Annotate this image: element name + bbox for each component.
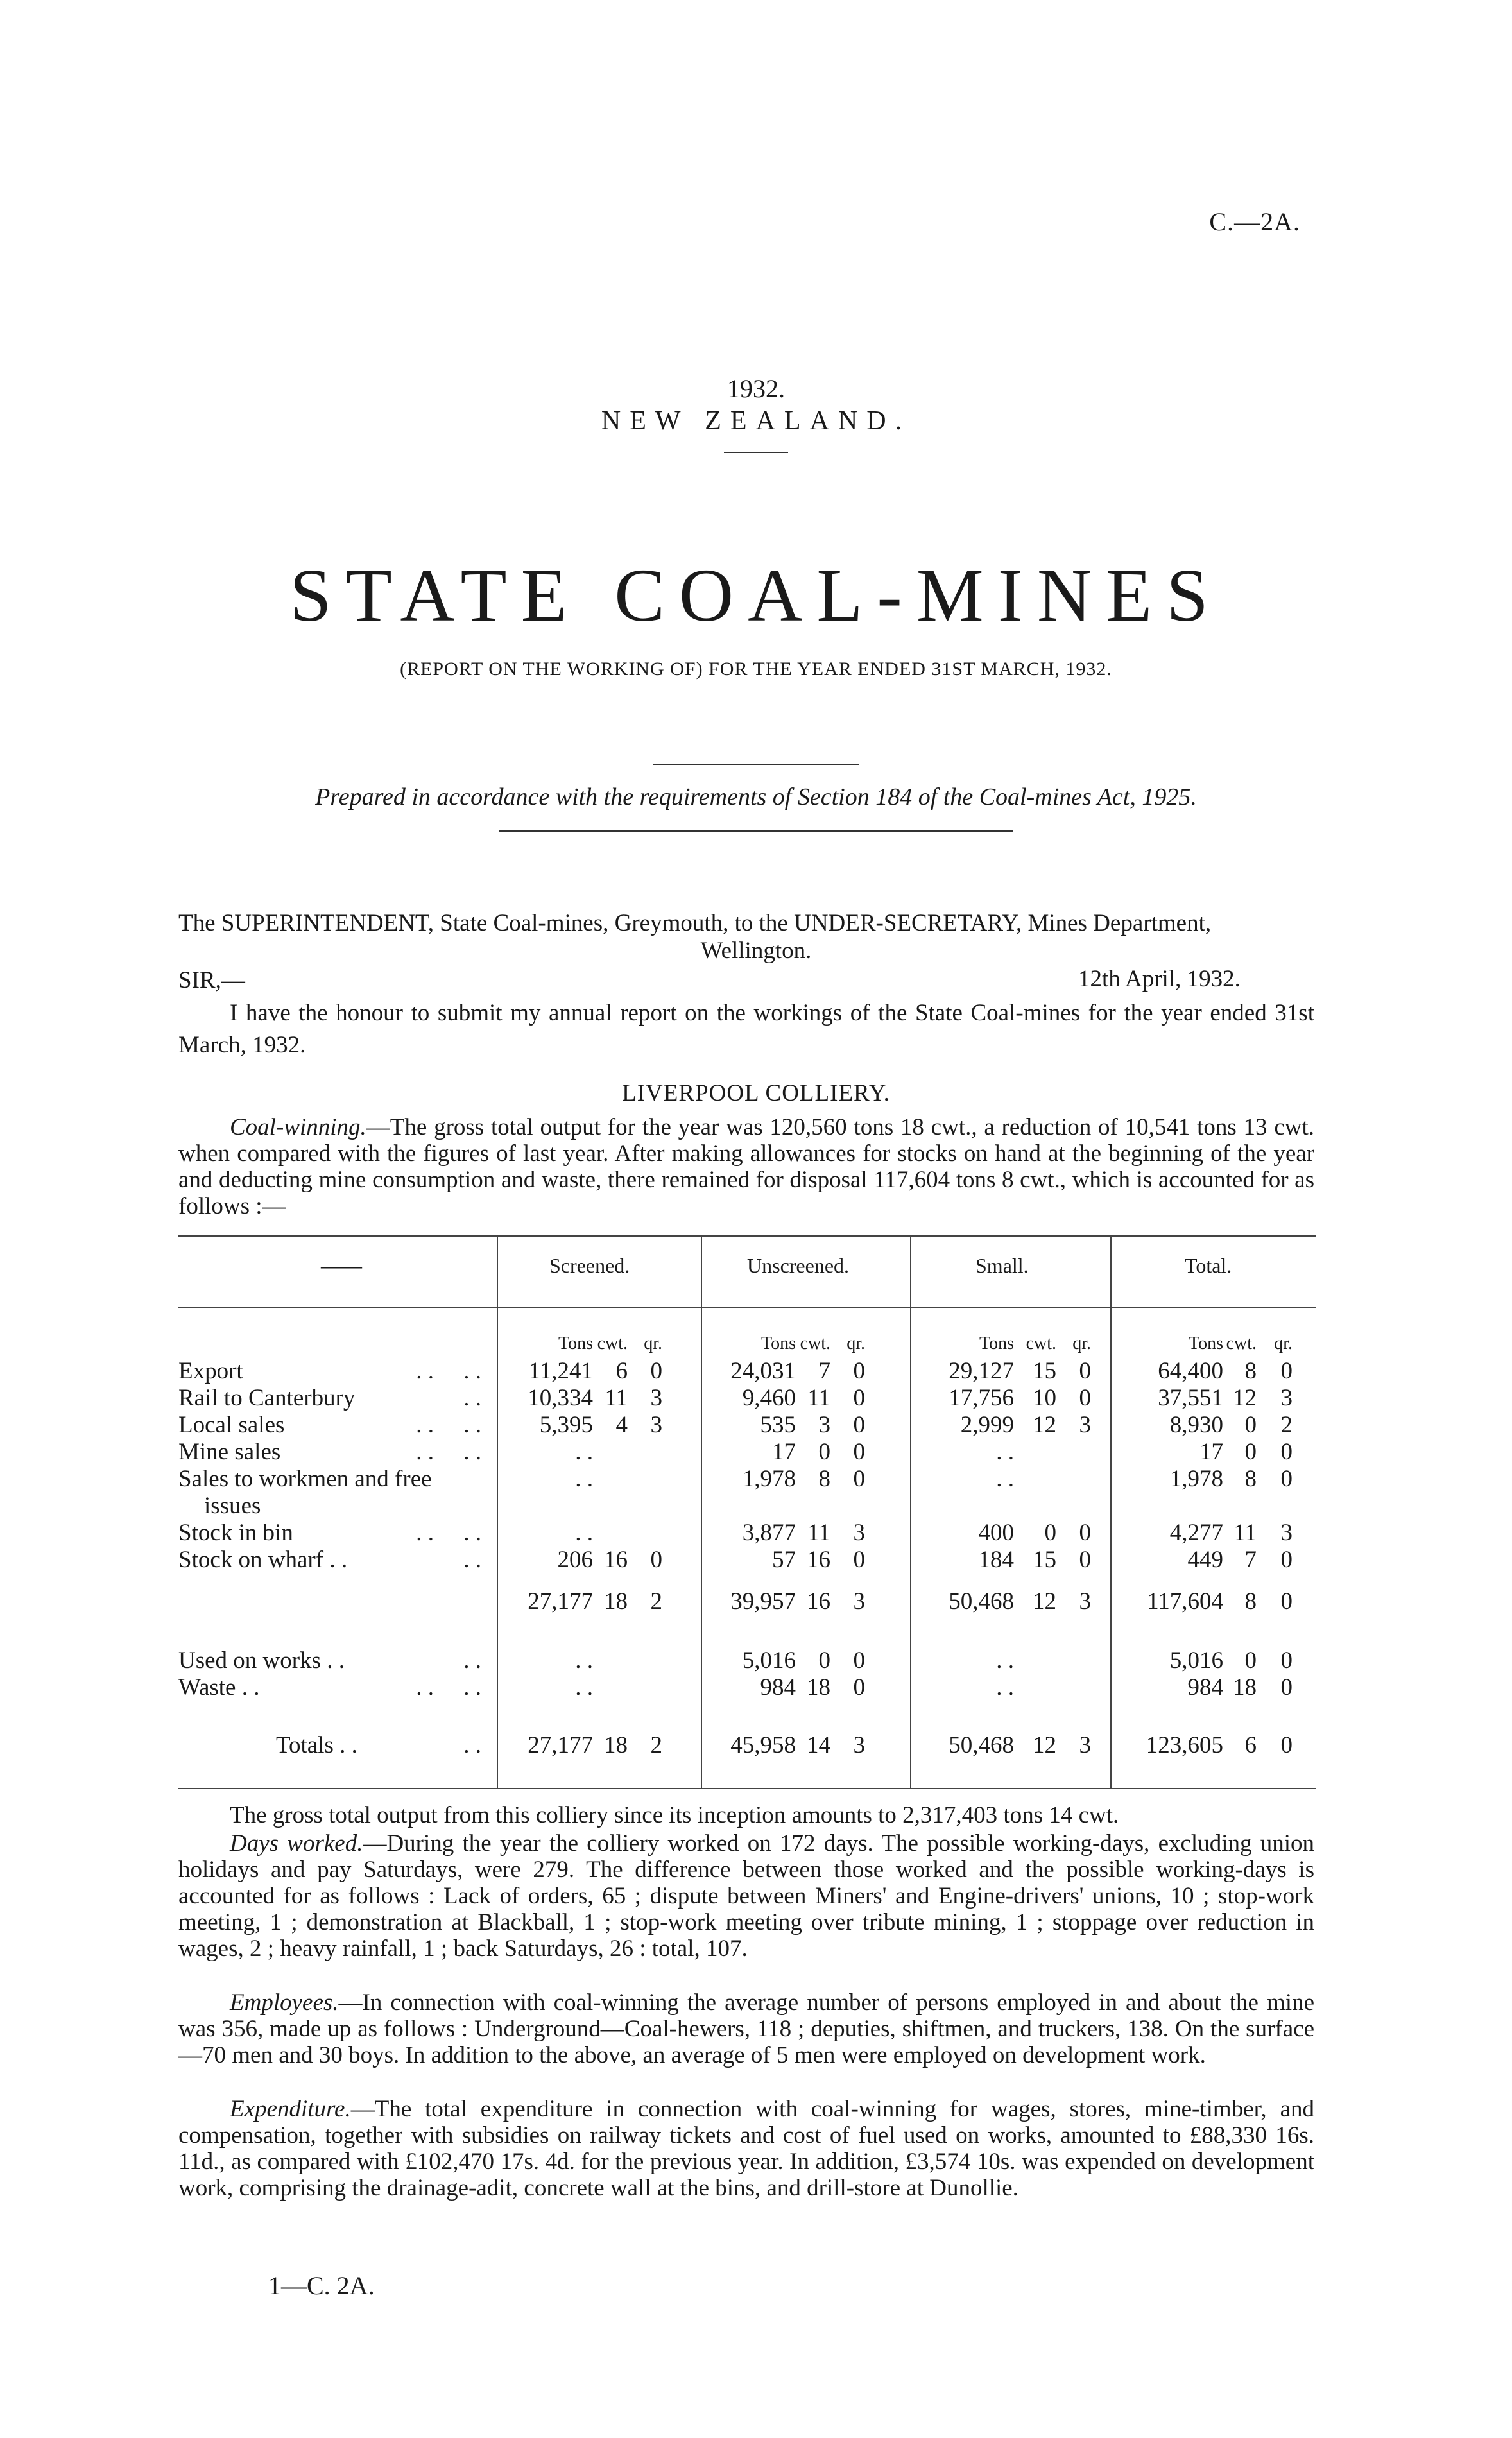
column-header-unscreened: Unscreened. [747,1254,850,1277]
column-header-total: Total. [1185,1254,1232,1277]
table-row-cell: 15 [1033,1547,1056,1573]
table-row-cell: 11 [1233,1520,1257,1546]
table-row-cell: 12 [1233,1385,1257,1411]
units-cwt: cwt. [1226,1334,1257,1353]
salutation: SIR,— [178,967,245,993]
table-row-cell: 3 [853,1520,865,1546]
table-row-cell: 8 [1244,1358,1257,1384]
table-top-rule [178,1235,1316,1237]
table-row-cell: 3 [650,1385,662,1411]
page-reference: C.—2A. [1209,207,1300,236]
table-row-cell: 7 [818,1358,830,1384]
table-row-cell: 17 [1199,1439,1223,1465]
table-bottom-rule [178,1788,1316,1789]
totals-row-cell: 2 [650,1732,662,1758]
row-label: Stock on wharf . . [178,1547,348,1573]
table-row-cell: 37,551 [1158,1385,1223,1411]
table-row-cell: 0 [853,1547,865,1573]
table-row-cell: 206 [557,1547,593,1573]
prepared-note: Prepared in accordance with the requirements of Section 184 of the Coal-mines Act, 1925. [315,784,1197,811]
totals-row-cell: 0 [1280,1732,1293,1758]
table-row-cell: 6 [615,1358,628,1384]
table-row-cell: 17,756 [949,1385,1014,1411]
table-row-cell: 2,999 [960,1412,1014,1438]
table-row-cell: 0 [818,1647,830,1674]
table-row-cell: 0 [853,1674,865,1701]
totals-row-cell: 27,177 [528,1732,593,1758]
row-label: Used on works . . [178,1647,345,1674]
units-qr: qr. [644,1334,662,1353]
table-row-cell: 10 [1033,1385,1056,1411]
row-label: Waste . . [178,1674,260,1701]
table-row-cell: 29,127 [949,1358,1014,1384]
table-row-cell: 57 [772,1547,796,1573]
employees-label: Employees. [230,1989,339,2016]
table-row-cell: 4 [615,1412,628,1438]
subtotal-row-cell: 50,468 [949,1588,1014,1615]
employees-paragraph [178,1989,1314,2068]
table-row-cell: 18 [807,1674,830,1701]
letter-date: 12th April, 1932. [1078,966,1241,992]
table-header-rule [178,1307,1316,1308]
column-divider [1110,1235,1112,1788]
table-row-cell: 449 [1187,1547,1223,1573]
table-row-cell: . . [575,1439,593,1465]
table-row-cell: . . [575,1520,593,1546]
leader-dots: . . [463,1547,481,1573]
table-row-cell: 0 [853,1412,865,1438]
table-row-cell: 16 [604,1547,628,1573]
units-tons: Tons [558,1334,593,1353]
table-row-cell: . . [575,1674,593,1701]
subtotal-row-cell: 16 [807,1588,830,1615]
units-qr: qr. [846,1334,865,1353]
units-qr: qr. [1274,1334,1293,1353]
letter-addressee-city: Wellington. [700,938,812,964]
letter-intro: I have the honour to submit my annual report on the workings of the State Coal-mines for the year ended 31st March, 1932. [178,1000,1314,1058]
table-row-cell: 11,241 [528,1358,593,1384]
totals-row-cell: 14 [807,1732,830,1758]
report-year: 1932. [727,374,785,403]
table-row-cell: 0 [853,1466,865,1492]
column-divider [701,1235,702,1788]
row-label: Local sales [178,1412,285,1438]
table-row-cell: 24,031 [730,1358,796,1384]
row-label: Sales to workmen and free [178,1466,432,1492]
table-row-cell: 184 [978,1547,1014,1573]
units-qr: qr. [1072,1334,1091,1353]
row-label: Stock in bin [178,1520,293,1546]
units-tons: Tons [1188,1334,1223,1353]
divider [653,764,859,765]
leader-dots: . . [463,1385,481,1411]
expenditure-label: Expenditure. [230,2096,351,2122]
subtotal-row-cell: 39,957 [730,1588,796,1615]
table-row-cell: 0 [853,1439,865,1465]
table-row-cell: 0 [853,1647,865,1674]
table-row-cell: 984 [1187,1674,1223,1701]
table-row-cell: 1,978 [742,1466,796,1492]
column-divider [497,1235,498,1788]
leader-dots: . . [463,1732,481,1758]
table-row-cell: 0 [818,1439,830,1465]
table-row-cell: 8 [818,1466,830,1492]
expenditure-paragraph [178,2096,1314,2201]
table-row-cell: 0 [1079,1358,1091,1384]
table-row-cell: 3 [1280,1520,1293,1546]
table-row-cell: . . [996,1674,1014,1701]
table-row-cell: 0 [853,1385,865,1411]
table-row-cell: 0 [650,1358,662,1384]
totals-row-cell: 45,958 [730,1732,796,1758]
table-row-cell: 2 [1280,1412,1293,1438]
country-name: NEW ZEALAND. [601,406,911,436]
leader-dots: . . . . [416,1439,481,1465]
coal-winning-text: —The gross total output for the year was 120,560 tons 18 cwt., a reduction of 10,541 tons 13 cwt. when compared with the figures of last year. After making allowances for stocks on hand at the beginning of the year and deducting mine consumption and waste, there remained for disposal 117,604 tons 8 cwt., which is accounted for as follows :— [178,1114,1314,1219]
letter-addressee: The SUPERINTENDENT, State Coal-mines, Greymouth, to the UNDER-SECRETARY, Mines Department, [178,910,1212,936]
table-row-cell: 10,334 [528,1385,593,1411]
units-cwt: cwt. [1026,1334,1056,1353]
table-row-cell: 15 [1033,1358,1056,1384]
table-row-cell: 0 [1044,1520,1056,1546]
table-row-cell: 0 [1280,1466,1293,1492]
subtotal-row-cell: 2 [650,1588,662,1615]
table-row-cell: 984 [760,1674,796,1701]
leader-dots: . . . . [416,1520,481,1546]
units-tons: Tons [760,1334,796,1353]
units-cwt: cwt. [800,1334,830,1353]
table-row-cell: 5,016 [742,1647,796,1674]
divider [724,452,788,453]
table-row-cell: 0 [1280,1547,1293,1573]
subtotal-row-cell: 18 [604,1588,628,1615]
table-row-cell: 0 [1079,1520,1091,1546]
table-row-cell: 64,400 [1158,1358,1223,1384]
table-row-cell: 0 [1079,1547,1091,1573]
table-row-cell: 0 [1244,1412,1257,1438]
table-row-cell: 0 [1280,1439,1293,1465]
section-heading: LIVERPOOL COLLIERY. [622,1080,890,1106]
totals-row-cell: 18 [604,1732,628,1758]
table-row-cell: 17 [772,1439,796,1465]
table-row-cell: 16 [807,1547,830,1573]
subtotal-row-cell: 27,177 [528,1588,593,1615]
table-row-cell: 3 [1079,1412,1091,1438]
subtotal-row-cell: 117,604 [1147,1588,1223,1615]
employees-text: —In connection with coal-winning the average number of persons employed in and about the mine was 356, made up as follows : Underground—Coal-hewers, 118 ; deputies, shiftmen, and truckers, 138. On the surface—70 men and 30 boys. In addition to the above, an average of 5 men were employed on development work. [178,1989,1314,2068]
subtotal-row-cell: 3 [853,1588,865,1615]
table-row-cell: 535 [760,1412,796,1438]
table-row-cell: 0 [1244,1439,1257,1465]
table-row-cell: . . [575,1466,593,1492]
table-row-cell: 12 [1033,1412,1056,1438]
column-header-small: Small. [975,1254,1029,1277]
table-row-cell: 9,460 [742,1385,796,1411]
expenditure-text: —The total expenditure in connection with coal-winning for wages, stores, mine-timber, and compensation, together with subsidies on railway tickets and cost of fuel used on works, amounted to £88,330 16s. 11d., as compared with £102,470 17s. 4d. for the previous year. In addition, £3,574 10s. was expended on development work, comprising the drainage-adit, concrete wall at the bins, and drill-store at Dunollie. [178,2096,1314,2201]
totals-row-cell: 6 [1244,1732,1257,1758]
table-row-cell: 8 [1244,1466,1257,1492]
days-worked-paragraph [178,1830,1314,1962]
row-label: Export [178,1358,243,1384]
table-row-cell: . . [575,1647,593,1674]
units-cwt: cwt. [597,1334,628,1353]
column-header-screened: Screened. [549,1254,630,1277]
table-row-cell: 18 [1233,1674,1257,1701]
leader-dots: . . . . [416,1358,481,1384]
column-divider [910,1235,911,1788]
leader-dots: . . . . [416,1412,481,1438]
table-row-cell: 400 [978,1520,1014,1546]
units-tons: Tons [979,1334,1014,1353]
table-row-cell: 0 [1244,1647,1257,1674]
table-row-cell: 11 [605,1385,628,1411]
table-row-cell: 8,930 [1169,1412,1223,1438]
table-row-cell: . . [996,1439,1014,1465]
table-row-cell: 0 [853,1358,865,1384]
totals-row-cell: 50,468 [949,1732,1014,1758]
page-signature: 1—C. 2A. [268,2271,375,2300]
table-row-cell: 3 [1280,1385,1293,1411]
divider [499,830,1013,832]
subtotal-row-cell: 12 [1033,1588,1056,1615]
totals-row-cell: 3 [853,1732,865,1758]
row-label-continued: issues [204,1493,261,1519]
totals-row-cell: 3 [1079,1732,1091,1758]
table-row-cell: 0 [1280,1647,1293,1674]
table-row-cell: 3,877 [742,1520,796,1546]
gross-output-paragraph: The gross total output from this colliery since its inception amounts to 2,317,403 tons 14 cwt. [230,1802,1119,1828]
row-label: Rail to Canterbury [178,1385,356,1411]
table-row-cell: 3 [818,1412,830,1438]
table-row-cell: 3 [650,1412,662,1438]
leader-dots: . . [463,1647,481,1674]
subtotal-row-cell: 0 [1280,1588,1293,1615]
table-row-cell: 1,978 [1169,1466,1223,1492]
subtotal-row-cell: 3 [1079,1588,1091,1615]
table-row-cell: . . [996,1466,1014,1492]
table-row-cell: 7 [1244,1547,1257,1573]
row-label: Mine sales [178,1439,281,1465]
table-stub-header: —— [321,1254,362,1277]
coal-winning-label: Coal-winning. [230,1114,366,1140]
days-worked-label: Days worked. [230,1830,363,1857]
coal-winning-paragraph [178,1114,1314,1219]
table-row-cell: 0 [650,1547,662,1573]
leader-dots: . . . . [416,1674,481,1701]
table-row-cell: . . [996,1647,1014,1674]
table-row-cell: 11 [807,1520,830,1546]
report-subtitle: (REPORT ON THE WORKING OF) FOR THE YEAR ENDED 31ST MARCH, 1932. [400,658,1112,680]
days-worked-text: —During the year the colliery worked on 172 days. The possible working-days, excluding union holidays and pay Saturdays, were 279. The difference between those worked and the possible working-days is accounted for as follows : Lack of orders, 65 ; dispute between Miners' and Engine-drivers' unions, 10 ; stop-work meeting, 1 ; demonstration at Blackball, 1 ; stop-work meeting over tribute mining, 1 ; stoppage over reduction in wages, 2 ; heavy rainfall, 1 ; back Saturdays, 26 : total, 107. [178,1830,1314,1962]
totals-row-cell: 12 [1033,1732,1056,1758]
table-row-cell: 0 [1280,1358,1293,1384]
table-row-cell: 0 [1280,1674,1293,1701]
table-row-cell: 5,016 [1169,1647,1223,1674]
report-title: STATE COAL-MINES [289,553,1223,637]
table-row-cell: 11 [807,1385,830,1411]
table-row-cell: 5,395 [539,1412,593,1438]
subtotal-row-cell: 8 [1244,1588,1257,1615]
table-row-cell: 4,277 [1169,1520,1223,1546]
table-row-cell: 0 [1079,1385,1091,1411]
totals-label: Totals . . [276,1732,357,1758]
totals-row-cell: 123,605 [1146,1732,1223,1758]
